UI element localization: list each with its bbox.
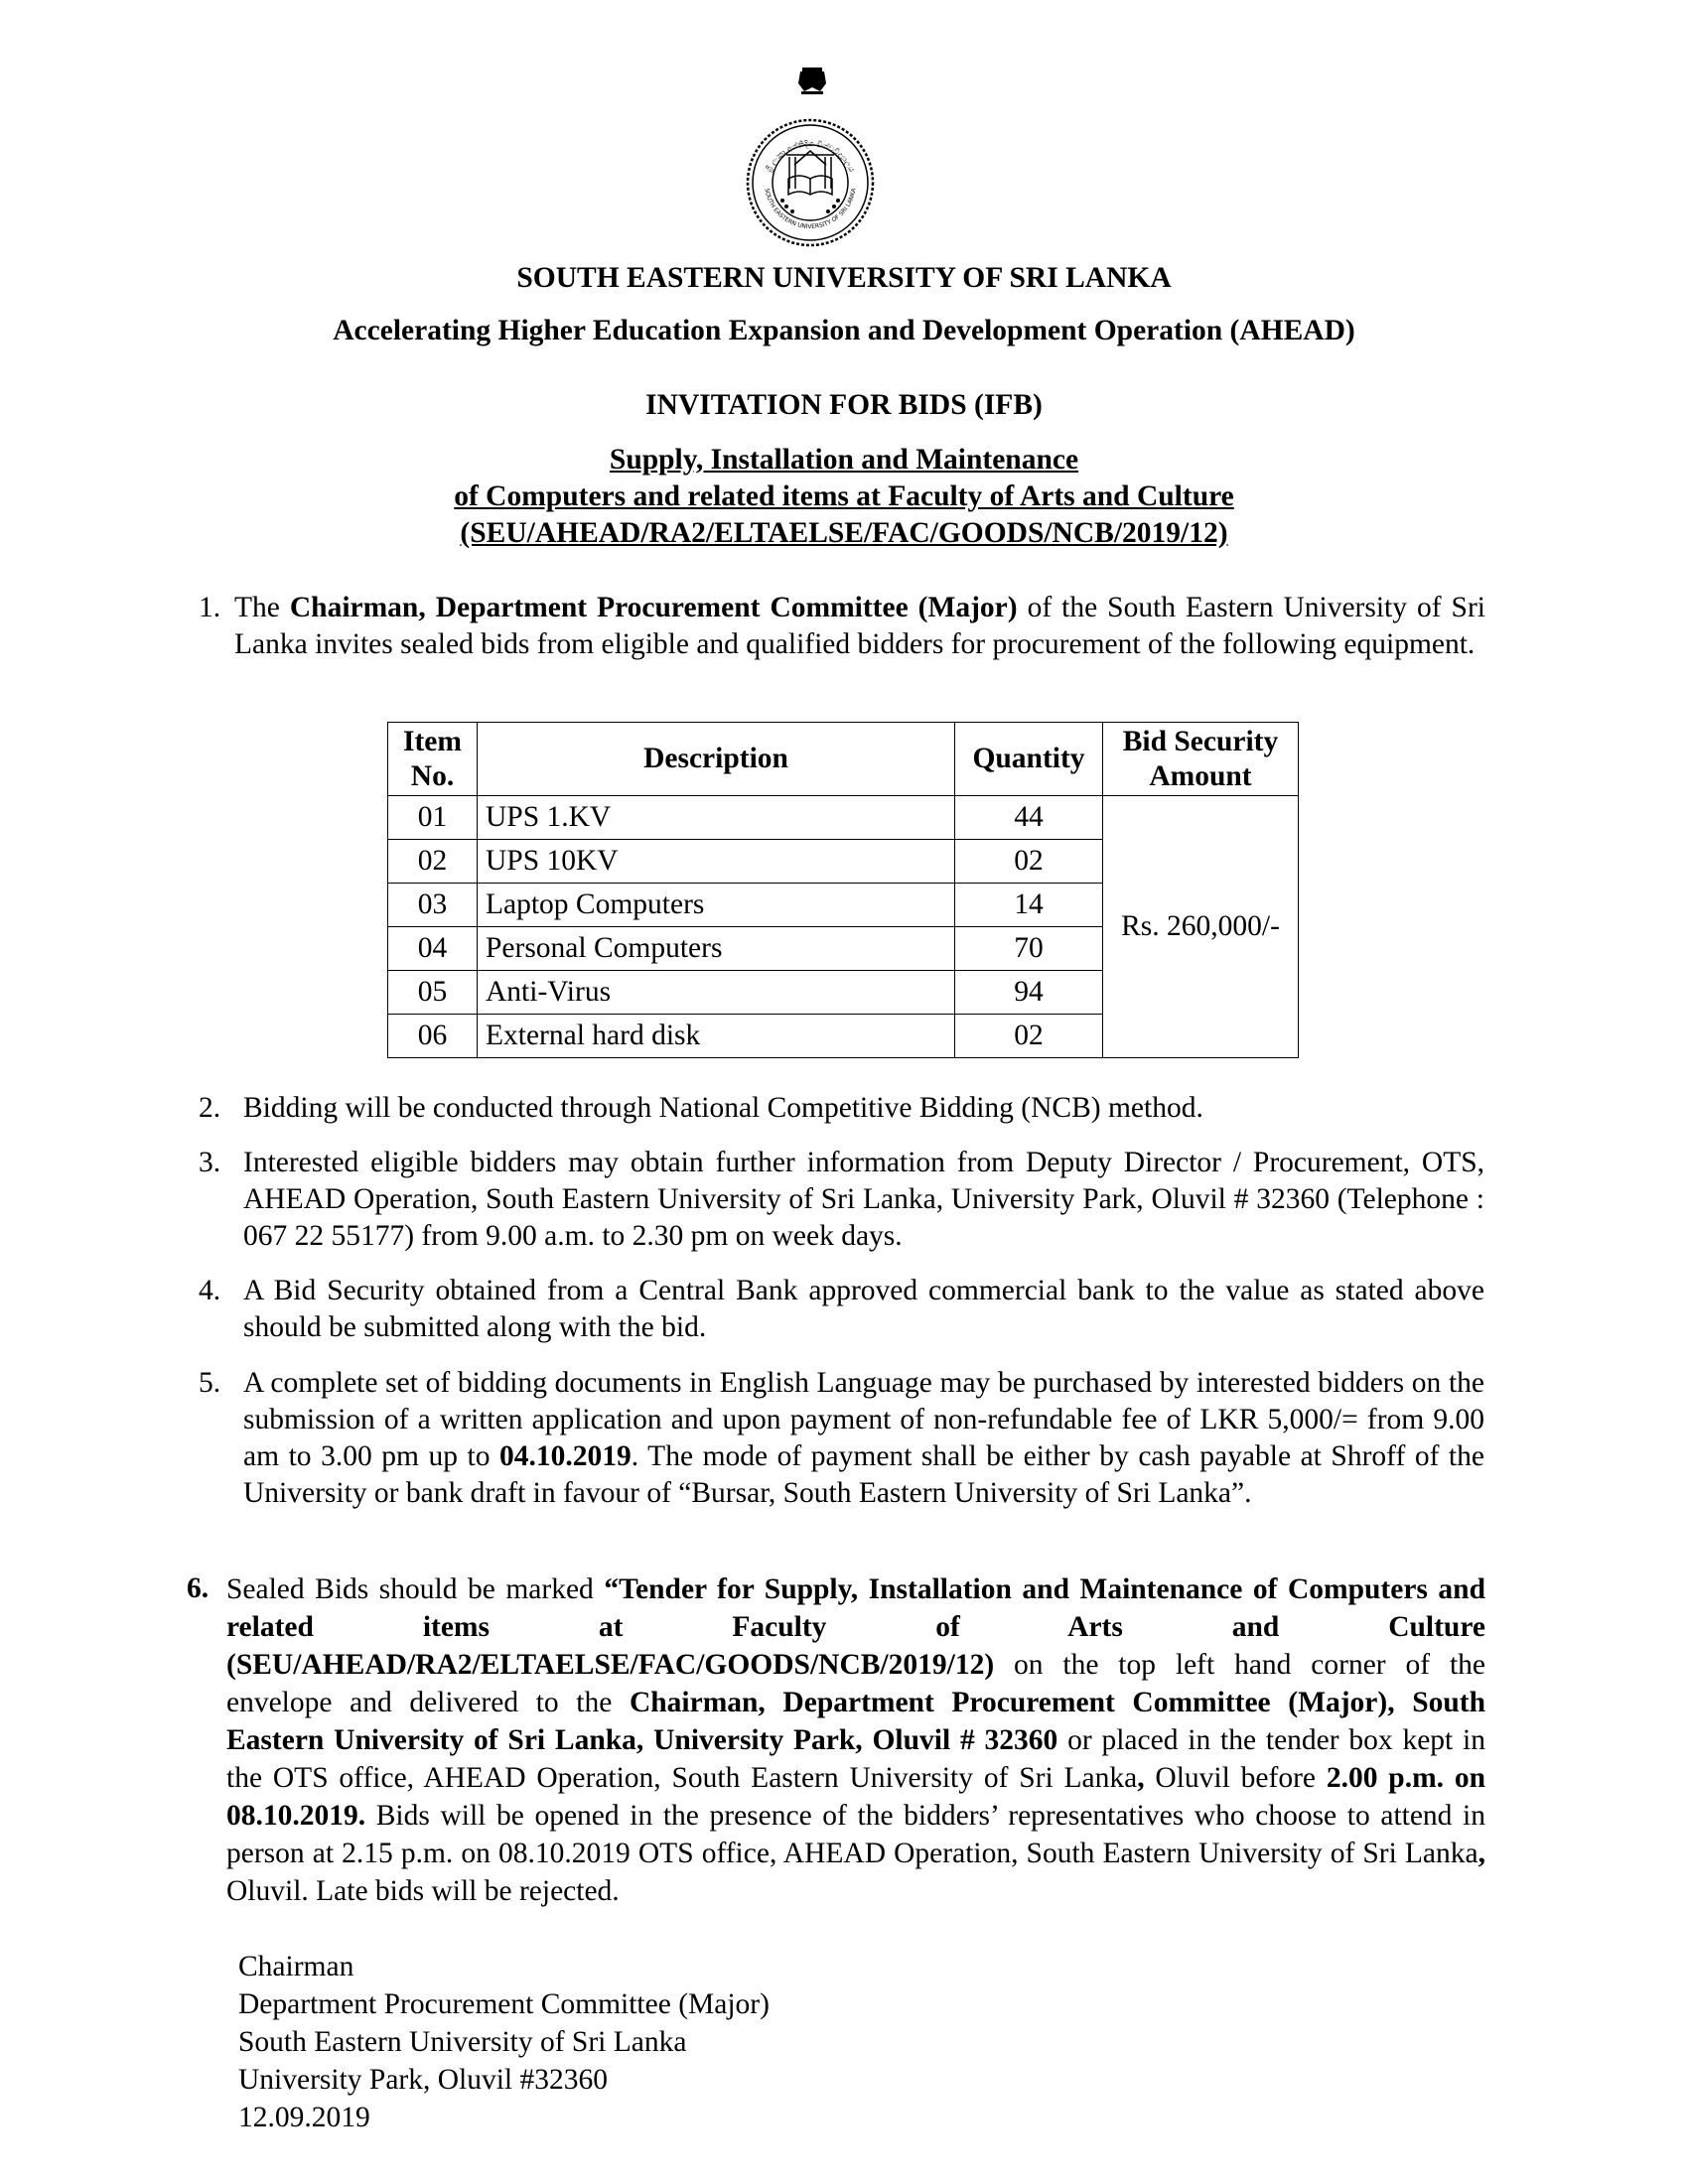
row-quantity: 02 [955,1015,1103,1058]
para3-text: Interested eligible bidders may obtain further information from Deputy Director / Procurement, OTS, AHEAD Operation, South Eastern University of Sri Lanka, University Park, Oluvil # 32360 (Telephone : 067 22 55177) from 9.00 a.m. to 2.30 pm on week days. [243,1147,1484,1252]
signatory-address: University Park, Oluvil #32360 [238,2064,609,2096]
para4-number: 4. [199,1275,221,1306]
para6-number: 6. [187,1572,210,1604]
row-description: Anti-Virus [478,971,955,1015]
para4-text: A Bid Security obtained from a Central Bank approved commercial bank to the value as stated above should be submitted along with the bid. [243,1275,1484,1343]
row-quantity: 14 [955,884,1103,927]
delivery-address: Chairman, Department Procurement Committee (Major), South Eastern University of Sri Lanka, University Park, Oluvil # 32360 [226,1687,1485,1756]
subject-line-1: Supply, Installation and Maintenance [609,444,1079,476]
row-description: UPS 1.KV [478,796,955,840]
row-item-no: 01 [388,796,478,840]
header-quantity: Quantity [955,723,1103,796]
row-quantity: 94 [955,971,1103,1015]
seal-text-top: ශ්‍රී ලංකා අග්නිදිග විශ්වවිද්‍යාලය [764,139,857,174]
row-description: External hard disk [478,1015,955,1058]
para6-text: Sealed Bids should be marked “Tender for Supply, Installation and Maintenance of Computers and related items at Faculty of Arts and Culture (SEU/AHEAD/RA2/ELTAELSE/FAC/GOODS/NCB/2019/12) on the top left hand corner of the envelope and delivered to the Chairman, Department Procurement Committee (Major), South Eastern University of Sri Lanka, University Park, Oluvil # 32360 or placed in the tender box kept in the OTS office, AHEAD Operation, South Eastern University of Sri Lanka, Oluvil before 2.00 p.m. on 08.10.2019. Bids will be opened in the presence of the bidders’ representatives who choose to attend in person at 2.15 p.m. on 08.10.2019 OTS office, AHEAD Operation, South Eastern University of Sri Lanka, Oluvil. Late bids will be rejected. [226,1573,1486,1907]
header-bid-security: Bid Security Amount [1103,723,1299,796]
signature-block [238,1948,770,2136]
para1-text: The Chairman, Department Procurement Committee (Major) of the South Eastern University of Sri Lanka invites sealed bids from eligible and qualified bidders for procurement of the following equipment. [234,592,1485,660]
row-item-no: 03 [388,884,478,927]
row-description: Laptop Computers [478,884,955,927]
tender-marking: “Tender for Supply, Installation and Maintenance of Computers and related items at Faculty of Arts and Culture (SEU/AHEAD/RA2/ELTAELSE/FAC/GOODS/NCB/2019/12) [226,1573,1485,1681]
signature-date: 12.09.2019 [238,2102,370,2133]
signatory-title: Chairman [238,1951,354,1982]
row-item-no: 06 [388,1015,478,1058]
row-item-no: 05 [388,971,478,1015]
seal-text-bottom: SOUTH EASTERN UNIVERSITY OF SRI LANKA [763,188,858,231]
table-row [388,796,1299,840]
table-header-row [388,723,1299,796]
subject-line-2: of Computers and related items at Faculty of Arts and Culture [454,480,1234,512]
document-deadline-date: 04.10.2019 [499,1440,632,1472]
project-name: Accelerating Higher Education Expansion and Development Operation (AHEAD) [333,315,1355,346]
para1-addressee: Chairman, Department Procurement Committee (Major) [289,592,1018,623]
row-item-no: 02 [388,840,478,884]
closing-time: 2.00 p.m. on 08.10.2019. [226,1762,1486,1832]
header-item-no: Item No. [388,723,478,796]
svg-text:ශ්‍රී ලංකා අග්නිදිග විශ්වවිද්‍ [764,139,857,174]
signatory-committee: Department Procurement Committee (Major) [238,1988,770,2020]
row-description: Personal Computers [478,927,955,971]
subject-line-3: (SEU/AHEAD/RA2/ELTAELSE/FAC/GOODS/NCB/2019/12) [460,517,1228,549]
university-name: SOUTH EASTERN UNIVERSITY OF SRI LANKA [516,262,1172,294]
row-quantity: 02 [955,840,1103,884]
para5-text: A complete set of bidding documents in English Language may be purchased by interested bidders on the submission of a written application and upon payment of non-refundable fee of LKR 5,000/= from 9.00 am to 3.00 pm up to 04.10.2019. The mode of payment shall be either by cash payable at Shroff of the University or bank draft in favour of “Bursar, South Eastern University of Sri Lanka”. [243,1367,1484,1509]
row-description: UPS 10KV [478,840,955,884]
para2-text: Bidding will be conducted through National Competitive Bidding (NCB) method. [243,1092,1203,1124]
para3-number: 3. [199,1147,221,1178]
row-quantity: 70 [955,927,1103,971]
row-item-no: 04 [388,927,478,971]
signatory-university: South Eastern University of Sri Lanka [238,2026,687,2058]
university-seal-icon [743,62,878,250]
para5-number: 5. [199,1367,221,1399]
row-quantity: 44 [955,796,1103,840]
para2-number: 2. [199,1092,221,1124]
items-table [387,722,1299,1058]
notice-title: INVITATION FOR BIDS (IFB) [645,389,1043,421]
header-description: Description [478,723,955,796]
bid-security-amount: Rs. 260,000/- [1103,796,1299,1058]
para1-number: 1. [199,592,221,623]
